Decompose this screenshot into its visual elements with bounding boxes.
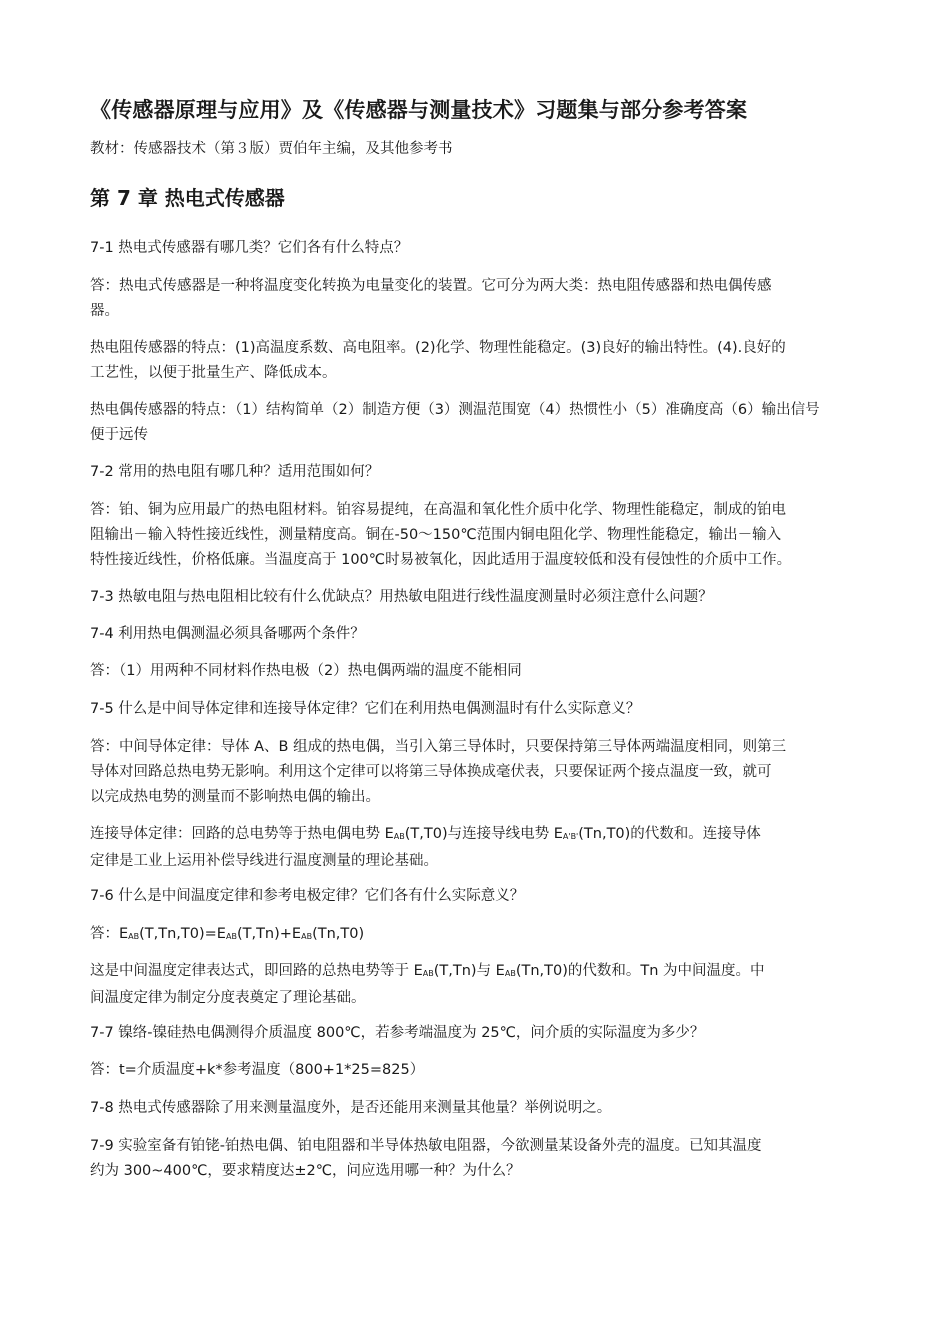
question-7-5 xyxy=(90,697,880,722)
connecting-conductor-law-paragraph xyxy=(90,822,880,874)
text-line: 答：（1）用两种不同材料作热电极（2）热电偶两端的温度不能相同 xyxy=(90,663,522,679)
text-line: 7-8 热电式传感器除了用来测量温度外，是否还能用来测量其他量？举例说明之。 xyxy=(90,1100,612,1116)
text-line: 阻输出－输入特性接近线性，测量精度高。铜在-50～150℃范围内铜电阻化学、物理性能稳定，输出－输入 xyxy=(90,527,782,543)
text-segment: (T,Tn)与 E xyxy=(433,963,505,979)
text-line xyxy=(90,959,880,986)
question-7-2 xyxy=(90,460,880,485)
text-line: 答：中间导体定律：导体 A、B 组成的热电偶，当引入第三导体时，只要保持第三导体两端温度相同，则第三 xyxy=(90,739,787,755)
document-subtitle: 教材：传感器技术（第３版）贾伯年主编，及其他参考书 xyxy=(90,141,453,157)
subscript: AB xyxy=(504,969,516,978)
text-line: 约为 300~400℃，要求精度达±2℃，问应选用哪一种？为什么？ xyxy=(90,1163,521,1179)
answer-7-2 xyxy=(90,498,880,573)
question-7-7 xyxy=(90,1021,880,1046)
chapter-heading: 第 7 章 热电式传感器 xyxy=(90,186,285,210)
answer-7-1 xyxy=(90,274,880,324)
text-segment: (T,T0)与连接导线电势 E xyxy=(404,826,563,842)
text-line: 7-1 热电式传感器有哪几类？它们各有什么特点？ xyxy=(90,240,409,256)
subscript: AB xyxy=(301,932,313,941)
text-line: 定律是工业上运用补偿导线进行温度测量的理论基础。 xyxy=(90,853,438,869)
text-line: 7-2 常用的热电阻有哪几种？适用范围如何？ xyxy=(90,464,380,480)
text-segment: (T,Tn,T0)=E xyxy=(139,926,226,942)
text-line: 答：热电式传感器是一种将温度变化转换为电量变化的装置。它可分为两大类：热电阻传感器和热电偶传感 xyxy=(90,278,772,294)
question-7-6 xyxy=(90,884,880,909)
text-segment: 这是中间温度定律表达式，即回路的总热电势等于 E xyxy=(90,963,423,979)
question-7-1 xyxy=(90,236,880,261)
thermocouple-features-paragraph xyxy=(90,398,880,448)
question-7-9 xyxy=(90,1134,880,1184)
subscript: AB xyxy=(128,932,140,941)
text-line: 导体对回路总热电势无影响。利用这个定律可以将第三导体换成毫伏表，只要保证两个接点温度一致，就可 xyxy=(90,764,772,780)
text-line: 7-7 镍络-镍硅热电偶测得介质温度 800℃，若参考端温度为 25℃，问介质的实际温度为多少？ xyxy=(90,1025,705,1041)
text-segment: 答：E xyxy=(90,926,129,942)
text-line: 7-9 实验室备有铂铑-铂热电偶、铂电阻器和半导体热敏电阻器，今欲测量某设备外壳的温度。已知其温度 xyxy=(90,1138,762,1154)
question-7-3 xyxy=(90,585,880,610)
text-line: 7-6 什么是中间温度定律和参考电极定律？它们各有什么实际意义？ xyxy=(90,888,525,904)
answer-7-5 xyxy=(90,735,880,810)
answer-7-6-explanation xyxy=(90,959,880,1011)
question-7-8 xyxy=(90,1096,880,1121)
text-line: 间温度定律为制定分度表奠定了理论基础。 xyxy=(90,990,366,1006)
text-line: 答：铂、铜为应用最广的热电阻材料。铂容易提纯，在高温和氧化性介质中化学、物理性能稳定，制成的铂电 xyxy=(90,502,786,518)
text-segment: 连接导体定律：回路的总电势等于热电偶电势 E xyxy=(90,826,394,842)
text-line xyxy=(90,922,880,949)
text-line: 特性接近线性，价格低廉。当温度高于 100℃时易被氧化，因此适用于温度较低和没有侵蚀性的介质中工作。 xyxy=(90,552,792,568)
document-title: 《传感器原理与应用》及《传感器与测量技术》习题集与部分参考答案 xyxy=(90,98,748,122)
answer-7-7 xyxy=(90,1058,880,1083)
text-segment: (Tn,T0)的代数和。连接导体 xyxy=(578,826,761,842)
question-7-4 xyxy=(90,622,880,647)
subscript: A'B' xyxy=(562,832,579,841)
text-line: 以完成热电势的测量而不影响热电偶的输出。 xyxy=(90,789,380,805)
text-line: 7-4 利用热电偶测温必须具备哪两个条件？ xyxy=(90,626,365,642)
text-line: 热电阻传感器的特点：(1)高温度系数、高电阻率。(2)化学、物理性能稳定。(3)良好的输出特性。(4).良好的 xyxy=(90,340,786,356)
text-line: 工艺性，以便于批量生产、降低成本。 xyxy=(90,365,337,381)
rtd-features-paragraph xyxy=(90,336,880,386)
answer-7-4 xyxy=(90,659,880,684)
subscript: AB xyxy=(225,932,237,941)
answer-7-6-formula xyxy=(90,922,880,949)
text-segment: (Tn,T0) xyxy=(312,926,365,942)
text-line: 便于远传 xyxy=(90,427,148,443)
subscript: AB xyxy=(422,969,434,978)
text-line: 答：t=介质温度+k*参考温度（800+1*25=825） xyxy=(90,1062,425,1078)
subscript: AB xyxy=(393,832,405,841)
text-line: 7-3 热敏电阻与热电阻相比较有什么优缺点？用热敏电阻进行线性温度测量时必须注意什么问题？ xyxy=(90,589,713,605)
text-segment: (T,Tn)+E xyxy=(236,926,302,942)
text-line xyxy=(90,822,880,849)
text-segment: (Tn,T0)的代数和。Tn 为中间温度。中 xyxy=(515,963,765,979)
text-line: 7-5 什么是中间导体定律和连接导体定律？它们在利用热电偶测温时有什么实际意义？ xyxy=(90,701,641,717)
text-line: 器。 xyxy=(90,303,119,319)
text-line: 热电偶传感器的特点：（1）结构简单（2）制造方便（3）测温范围宽（4）热惯性小（5）准确度高（6）输出信号 xyxy=(90,402,820,418)
